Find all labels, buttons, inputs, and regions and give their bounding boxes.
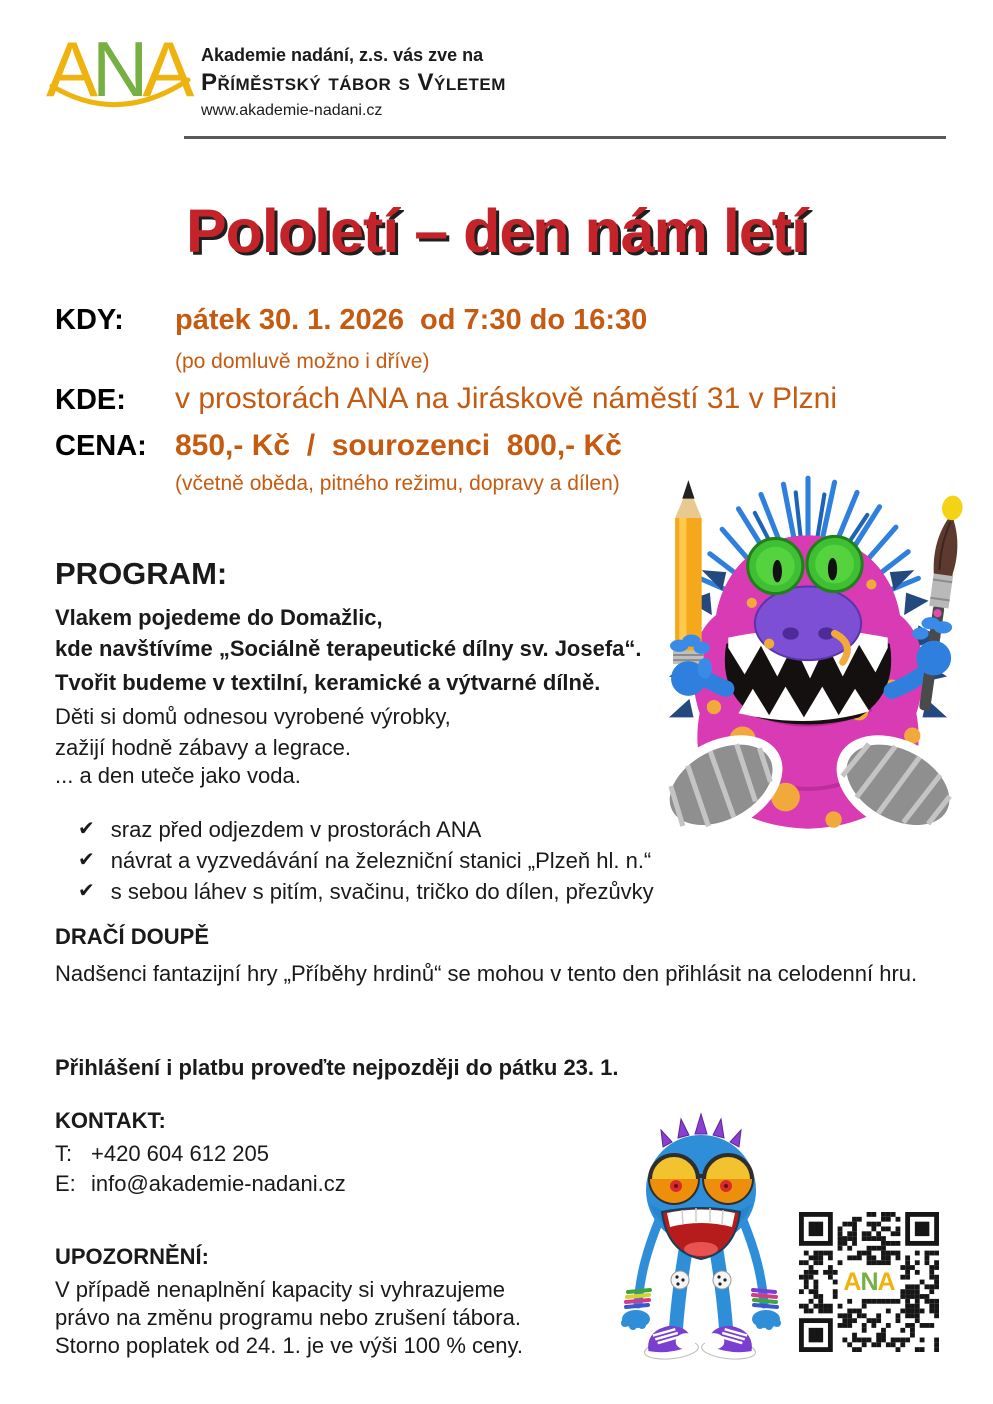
header-divider	[184, 136, 946, 139]
deadline-text: Přihlášení i platbu proveďte nejpozději do pátku 23. 1.	[55, 1055, 619, 1080]
phone-number: +420 604 612 205	[91, 1141, 270, 1166]
checklist-text: sraz před odjezdem v prostorách ANA	[110, 817, 482, 842]
checklist-text: návrat a vyzvedávání na železniční stanici „Plzeň hl. n.“	[110, 848, 652, 873]
check-icon: ✔	[78, 880, 95, 902]
program-line: Vlakem pojedeme do Domažlic,	[55, 605, 383, 630]
email-label: E:	[55, 1171, 76, 1196]
program-paragraph-1	[55, 602, 642, 664]
ana-logo	[46, 25, 196, 134]
header-text	[201, 44, 506, 120]
program-checklist	[78, 814, 654, 907]
big-monster-illustration	[624, 472, 992, 840]
upozorneni-line: Storno poplatek od 24. 1. je ve výši 100 % ceny.	[55, 1333, 523, 1358]
cena-note: (včetně oběda, pitného režimu, dopravy a dílen)	[175, 472, 620, 495]
header-subtitle: Příměstský tábor s Výletem	[201, 68, 506, 96]
small-monster-illustration	[616, 1112, 786, 1362]
header-website: www.akademie-nadani.cz	[201, 101, 383, 119]
program-line: kde navštívíme „Sociálně terapeutické dílny sv. Josefa“.	[55, 636, 642, 661]
check-icon: ✔	[78, 849, 95, 871]
kde-label: KDE:	[55, 384, 126, 416]
cena-label: CENA:	[55, 430, 147, 462]
logo-text	[46, 25, 189, 113]
cena-value: 850,- Kč / sourozenci 800,- Kč	[175, 429, 622, 462]
kdy-value: pátek 30. 1. 2026 od 7:30 do 16:30	[175, 304, 648, 336]
email-address: info@akademie-nadani.cz	[91, 1171, 346, 1196]
logo-letter: A	[46, 25, 93, 113]
program-line: ... a den uteče jako voda.	[55, 763, 301, 788]
upozorneni-line: V případě nenaplnění kapacity si vyhrazujeme	[55, 1277, 506, 1302]
kdy-note: (po domluvě možno i dříve)	[175, 350, 430, 373]
phone-line	[55, 1141, 269, 1167]
qr-center-logo	[799, 1266, 939, 1298]
upozorneni-heading: UPOZORNĚNÍ:	[55, 1244, 209, 1269]
program-paragraph-3	[55, 701, 451, 763]
draci-doupe-text: Nadšenci fantazijní hry „Příběhy hrdinů“ se mohou v tento den přihlásit na celodenní hru.	[55, 961, 918, 986]
program-line: zažijí hodně zábavy a legrace.	[55, 735, 351, 760]
kontakt-heading: KONTAKT:	[55, 1108, 166, 1133]
program-line: Děti si domů odnesou vyrobené výrobky,	[55, 704, 451, 729]
checklist-item	[78, 814, 654, 845]
draci-doupe-heading: DRAČÍ DOUPĚ	[55, 924, 210, 949]
email-line	[55, 1171, 346, 1197]
logo-letter: A	[843, 1268, 861, 1296]
check-icon: ✔	[78, 818, 95, 840]
logo-letter: N	[92, 25, 143, 113]
checklist-item	[78, 845, 654, 876]
monster-drawing	[624, 472, 992, 840]
logo-letter: A	[142, 25, 189, 113]
upozorneni-line: právo na změnu programu nebo zrušení tábora.	[55, 1305, 521, 1330]
program-heading: PROGRAM:	[55, 556, 228, 591]
phone-label: T:	[55, 1141, 73, 1166]
program-paragraph-2	[55, 667, 600, 698]
program-line: Tvořit budeme v textilní, keramické a výtvarné dílně.	[55, 670, 601, 695]
page-title: Pololetí – den nám letí	[185, 197, 807, 265]
qr-code	[799, 1212, 939, 1352]
program-paragraph-4	[55, 760, 301, 791]
header-intro: Akademie nadání, z.s. vás zve na	[201, 45, 484, 65]
checklist-item	[78, 876, 654, 907]
checklist-text: s sebou láhev s pitím, svačinu, tričko do dílen, přezůvky	[110, 879, 654, 904]
logo-letter: N	[860, 1268, 878, 1296]
small-monster-drawing	[616, 1112, 786, 1362]
upozorneni-text	[55, 1276, 523, 1360]
kdy-label: KDY:	[55, 304, 124, 336]
logo-letter: A	[877, 1268, 895, 1296]
kde-value: v prostorách ANA na Jiráskově náměstí 31 v Plzni	[175, 382, 837, 415]
